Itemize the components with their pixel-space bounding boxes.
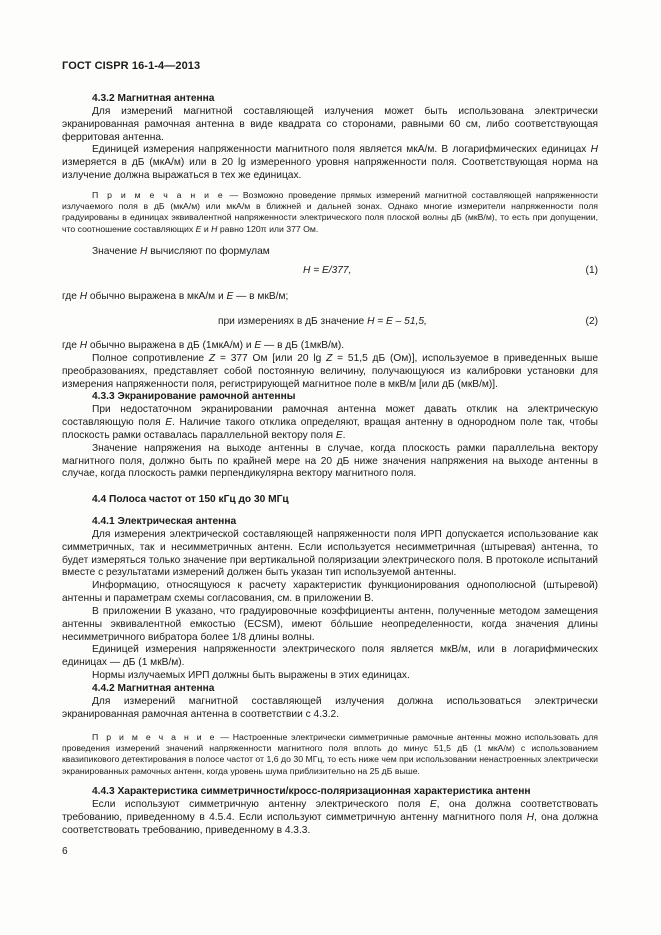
section-4-3-2-tail bbox=[62, 340, 598, 481]
section-heading: 4.4.1 Электрическая антенна bbox=[92, 516, 237, 527]
equation-number: (1) bbox=[585, 265, 598, 276]
section-4-4 bbox=[62, 494, 598, 507]
note-label: П р и м е ч а н и е bbox=[92, 190, 225, 200]
note-label: П р и м е ч а н и е bbox=[92, 732, 217, 742]
document-header: ГОСТ CISPR 16-1-4—2013 bbox=[62, 60, 201, 72]
equation-number: (2) bbox=[585, 316, 598, 327]
page-number: 6 bbox=[62, 846, 68, 857]
paragraph: Для измерения электрической составляющей напряженности поля ИРП допускается использование как симметричных, так и несимметричных антенн. Если используется несимметричная (штыревая) антенна, то будет измеряться только значение при вертикальной поляризации электрического поля. В протоколе испытаний вместе с результатами измерений должен быть указан тип используемой антенны. bbox=[62, 528, 598, 579]
section-heading: 4.4.2 Магнитная антенна bbox=[92, 682, 215, 694]
note: П р и м е ч а н и е — Возможно проведение прямых измерений магнитной составляющей напряженности излучаемого поля в дБ (мкА/м) или мкА/м в ближней и дальней зонах. Однако многие измерители напряженности поля градуированы в единицах эквивалентной напряженности электрического поля плоской волны дБ (мкВ/м), то есть при допущении, что соотношение составляющих E и H равно 120π или 377 Ом. bbox=[62, 190, 598, 234]
section-4-3-2 bbox=[62, 93, 598, 183]
paragraph: где H обычно выражена в мкА/м и E — в мкВ/м; bbox=[62, 291, 289, 302]
paragraph: Для измерений магнитной составляющей излучения должна использоваться электрически экранированная рамочная антенна в соответствии с 4.3.2. bbox=[62, 695, 598, 720]
equation: H = E/377, bbox=[303, 265, 352, 276]
equation: при измерениях в дБ значение H = E – 51,5, bbox=[218, 316, 427, 327]
note: П р и м е ч а н и е — Настроенные электрически симметричные рамочные антенны можно использовать для проведения измерений значений напряженности магнитного поля вплоть до минус 51,5 дБ (1 мкА/м) с использованием квазипикового детектирования в полосе частот от 1,6 до 30 МГц, то есть ниже чем при использовании ненастроенных электрически экранированных рамочных антенн, когда уровень шума приблизительно на 25 дБ выше. bbox=[62, 732, 598, 776]
paragraph: Для измерений магнитной составляющей излучения может быть использована электрически экранированная рамочная антенна в виде квадрата со сторонами, равными 60 см, либо соответствующая ферритовая антенна. bbox=[62, 105, 598, 143]
section-heading: 4.4.3 Характеристика симметричности/кросс-поляризационная характеристика антенн bbox=[92, 786, 531, 797]
paragraph: где H обычно выражена в дБ (1мкА/м) и E — в дБ (1мкВ/м). bbox=[62, 340, 345, 351]
paragraph: Информацию, относящуюся к расчету характеристик функционирования однополюсной (штыревой) антенны и параметрам схемы согласования, см. в приложении В. bbox=[62, 580, 598, 605]
section-heading: 4.3.2 Магнитная антенна bbox=[92, 93, 215, 104]
paragraph: Значение напряжения на выходе антенны в случае, когда плоскость рамки параллельна вектору магнитного поля, должно быть по крайней мере на 20 дБ ниже значения напряжения на выходе антенны в случае, когда плоскость рамки перпендикулярна вектору магнитного поля. bbox=[62, 442, 598, 480]
section-heading: 4.3.3 Экранирование рамочной антенны bbox=[92, 391, 296, 403]
paragraph: Единицей измерения напряженности магнитного поля является мкА/м. В логарифмических единицах H измеряется в дБ (мкА/м) или в 20 lg измеренного уровня напряженности поля. Соответствующая норма на излучение должна выражаться в тех же единицах. bbox=[62, 144, 598, 182]
section-heading: 4.4 Полоса частот от 150 кГц до 30 МГц bbox=[92, 494, 289, 505]
paragraph: Значение H вычисляют по формулам bbox=[92, 246, 270, 257]
paragraph: В приложении В указано, что градуировочные коэффициенты антенн, полученные методом замещения антенны эквивалентной емкостью (ECSM), имеют бóльшие неопределенности, когда значения длины несимметричного вибратора более 1/8 длины волны. bbox=[62, 605, 598, 643]
section-4-4-1 bbox=[62, 516, 598, 722]
paragraph: Единицей измерения напряженности электрического поля является мкВ/м, или в логарифмических единицах — дБ (1 мкВ/м). bbox=[62, 644, 598, 669]
paragraph: Если используют симметричную антенну электрического поля E, она должна соответствовать требованию, приведенному в 4.5.4. Если используют симметричную антенну магнитного поля H, она должна соответствовать требованию, приведенному в 4.3.3. bbox=[62, 798, 598, 836]
equation-2 bbox=[62, 316, 598, 329]
section-4-4-3 bbox=[62, 786, 598, 837]
paragraph: Нормы излучаемых ИРП должны быть выражены в этих единицах. bbox=[92, 670, 410, 682]
paragraph: Полное сопротивление Z = 377 Ом [или 20 lg Z = 51,5 дБ (Ом)], используемое в приведенных выше преобразованиях, представляет собой постоянную величину, получающуюся из калибровки установки для измерения напряженности поля, регистрирующей магнитное поле в мкВ/м [или дБ (мкВ/м)]. bbox=[62, 352, 598, 390]
equation-1 bbox=[62, 265, 598, 278]
paragraph: При недостаточном экранировании рамочная антенна может давать отклик на электрическую составляющую поля E. Наличие такого отклика определяют, вращая антенну в однородном поле так, чтобы плоскость рамки оставалась параллельной вектору поля E. bbox=[62, 404, 598, 441]
